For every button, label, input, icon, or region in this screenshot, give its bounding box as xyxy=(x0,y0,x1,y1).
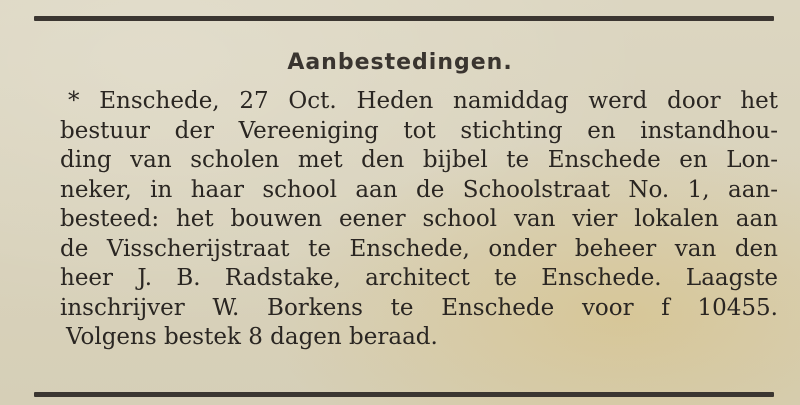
section-heading: Aanbestedingen. xyxy=(287,50,513,75)
article-line: bestuur der Vereeniging tot stichting en instandhou- xyxy=(60,117,778,144)
top-rule xyxy=(34,16,774,21)
article-line: inschrijver W. Borkens te Enschede voor f 10455. xyxy=(60,294,778,321)
article-line: ding van scholen met den bijbel te Enschede en Lon- xyxy=(60,147,778,173)
bottom-rule xyxy=(34,392,774,397)
article-line: neker, in haar school aan de Schoolstraat No. 1, aan- xyxy=(60,176,778,203)
article-line: besteed: het bouwen eener school van vier lokalen aan xyxy=(60,206,778,232)
article-line: de Visscherijstraat te Enschede, onder beheer van den xyxy=(60,235,778,262)
article-line: heer J. B. Radstake, architect te Enschede. Laagste xyxy=(60,265,778,291)
article-body xyxy=(60,87,778,353)
article-line: * Enschede, 27 Oct. Heden namiddag werd door het xyxy=(68,88,778,114)
article-line: Volgens bestek 8 dagen beraad. xyxy=(66,324,438,350)
